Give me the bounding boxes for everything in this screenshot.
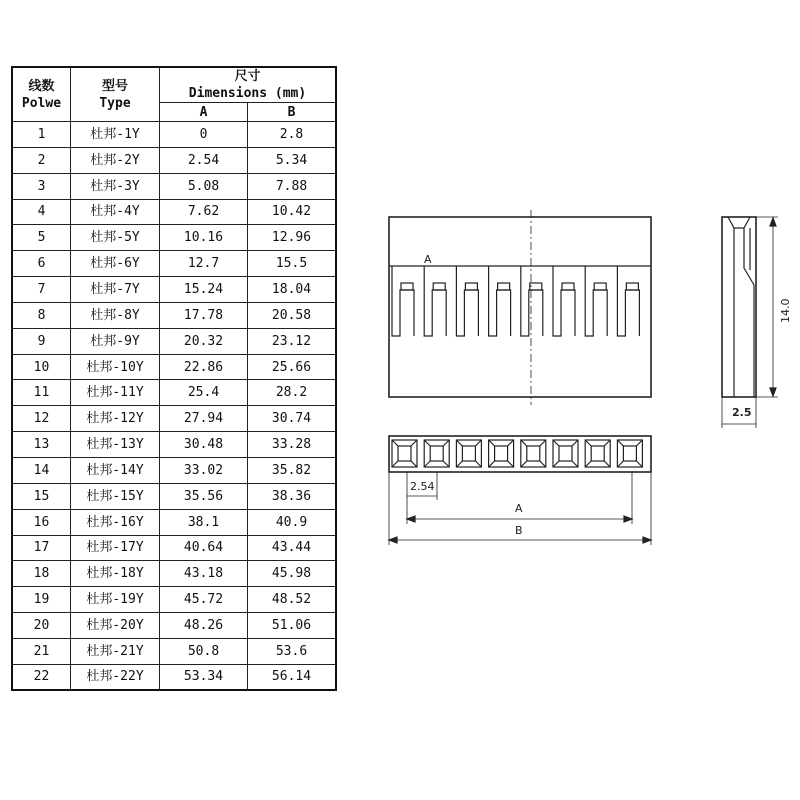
bottom-cell-chamfer [553,440,578,467]
row-type: 杜邦-16Y [71,509,160,535]
row-type: 杜邦-1Y [71,122,160,148]
front-slot [553,266,575,336]
dim-a-label: A [515,502,523,515]
row-dim-a: 35.56 [160,483,248,509]
row-dim-b: 43.44 [248,535,337,561]
row-lines: 8 [12,302,71,328]
row-lines: 18 [12,561,71,587]
row-lines: 7 [12,277,71,303]
row-type: 杜邦-10Y [71,354,160,380]
row-type: 杜邦-4Y [71,199,160,225]
front-slot-tab [498,283,510,290]
row-dim-a: 33.02 [160,457,248,483]
row-type: 杜邦-3Y [71,173,160,199]
side-view-latch [744,228,754,397]
front-slot-tab [465,283,477,290]
row-dim-a: 45.72 [160,587,248,613]
row-lines: 11 [12,380,71,406]
front-slot-tab [530,283,542,290]
row-dim-b: 25.66 [248,354,337,380]
dim-b-label: B [515,524,523,537]
front-view [389,210,651,405]
row-type: 杜邦-7Y [71,277,160,303]
row-dim-a: 38.1 [160,509,248,535]
front-slot [489,266,511,336]
row-dim-a: 15.24 [160,277,248,303]
side-view-body [722,217,756,397]
header-dims-en: Dimensions (mm) [188,86,307,101]
row-type: 杜邦-14Y [71,457,160,483]
row-type: 杜邦-5Y [71,225,160,251]
row-dim-b: 23.12 [248,328,337,354]
pitch-label: 2.54 [410,480,435,493]
bottom-cell-inner [591,446,604,461]
row-dim-b: 48.52 [248,587,337,613]
front-view-slots [392,266,639,336]
row-type: 杜邦-11Y [71,380,160,406]
row-dim-b: 20.58 [248,302,337,328]
header-col-a: A [160,103,248,122]
row-dim-b: 45.98 [248,561,337,587]
row-dim-a: 53.34 [160,664,248,690]
front-slot [392,266,414,336]
row-type: 杜邦-17Y [71,535,160,561]
bottom-cell-inner [495,446,508,461]
row-dim-b: 28.2 [248,380,337,406]
row-dim-b: 33.28 [248,432,337,458]
bottom-cell-chamfer [521,440,546,467]
height-label: 14.0 [779,298,792,323]
row-lines: 4 [12,199,71,225]
row-type: 杜邦-20Y [71,613,160,639]
side-view [722,217,778,428]
front-slot-tab [594,283,606,290]
row-dim-a: 27.94 [160,406,248,432]
front-slot [456,266,478,336]
row-lines: 19 [12,587,71,613]
row-lines: 13 [12,432,71,458]
row-lines: 5 [12,225,71,251]
row-dim-a: 0 [160,122,248,148]
bottom-cell-chamfer [585,440,610,467]
bottom-cell-inner [623,446,636,461]
row-dim-b: 53.6 [248,638,337,664]
bottom-cell-chamfer [617,440,642,467]
row-type: 杜邦-12Y [71,406,160,432]
header-lines-zh: 线数 [28,78,55,94]
header-type-zh: 型号 [101,78,128,94]
row-dim-b: 10.42 [248,199,337,225]
row-dim-b: 35.82 [248,457,337,483]
row-type: 杜邦-21Y [71,638,160,664]
row-dim-a: 10.16 [160,225,248,251]
row-lines: 3 [12,173,71,199]
bottom-cell-chamfer [392,440,417,467]
row-lines: 12 [12,406,71,432]
bottom-cell-chamfer [456,440,481,467]
row-lines: 21 [12,638,71,664]
row-dim-a: 22.86 [160,354,248,380]
header-lines-en: Polwe [21,95,62,111]
row-type: 杜邦-8Y [71,302,160,328]
row-dim-a: 17.78 [160,302,248,328]
row-dim-b: 12.96 [248,225,337,251]
bottom-view-cells [392,440,642,467]
row-type: 杜邦-19Y [71,587,160,613]
front-view-body [389,217,651,397]
row-dim-b: 7.88 [248,173,337,199]
front-slot-tab [562,283,574,290]
bottom-cell-inner [398,446,411,461]
row-type: 杜邦-2Y [71,147,160,173]
row-dim-a: 20.32 [160,328,248,354]
row-lines: 20 [12,613,71,639]
row-dim-b: 2.8 [248,122,337,148]
row-dim-a: 50.8 [160,638,248,664]
bottom-cell-inner [527,446,540,461]
row-dim-b: 51.06 [248,613,337,639]
bottom-cell-inner [462,446,475,461]
row-dim-b: 30.74 [248,406,337,432]
row-type: 杜邦-18Y [71,561,160,587]
row-dim-a: 7.62 [160,199,248,225]
row-dim-b: 40.9 [248,509,337,535]
row-dim-b: 18.04 [248,277,337,303]
width-label: 2.5 [732,406,752,419]
row-lines: 15 [12,483,71,509]
row-lines: 6 [12,251,71,277]
bottom-cell-chamfer [489,440,514,467]
row-dim-a: 40.64 [160,535,248,561]
row-lines: 9 [12,328,71,354]
row-lines: 17 [12,535,71,561]
side-view-top-chamfer [728,217,750,228]
front-slot [617,266,639,336]
header-type-en: Type [99,95,131,111]
front-view-label: A [424,253,432,266]
bottom-cell-inner [559,446,572,461]
row-dim-a: 5.08 [160,173,248,199]
row-dim-b: 56.14 [248,664,337,690]
row-type: 杜邦-22Y [71,664,160,690]
row-dim-a: 25.4 [160,380,248,406]
row-dim-a: 12.7 [160,251,248,277]
front-slot-tab [433,283,445,290]
row-lines: 1 [12,122,71,148]
row-dim-b: 15.5 [248,251,337,277]
front-slot [424,266,446,336]
row-dim-a: 2.54 [160,147,248,173]
row-lines: 22 [12,664,71,690]
front-slot-tab [626,283,638,290]
bottom-cell-inner [430,446,443,461]
front-slot-tab [401,283,413,290]
row-type: 杜邦-9Y [71,328,160,354]
row-lines: 10 [12,354,71,380]
row-lines: 16 [12,509,71,535]
row-dim-a: 48.26 [160,613,248,639]
row-dim-b: 38.36 [248,483,337,509]
front-slot [585,266,607,336]
row-dim-a: 43.18 [160,561,248,587]
header-dims-zh: 尺寸 [234,69,261,84]
row-lines: 14 [12,457,71,483]
row-dim-b: 5.34 [248,147,337,173]
row-type: 杜邦-15Y [71,483,160,509]
row-type: 杜邦-6Y [71,251,160,277]
row-lines: 2 [12,147,71,173]
row-type: 杜邦-13Y [71,432,160,458]
front-slot [521,266,543,336]
header-col-b: B [248,103,337,122]
bottom-cell-chamfer [424,440,449,467]
row-dim-a: 30.48 [160,432,248,458]
